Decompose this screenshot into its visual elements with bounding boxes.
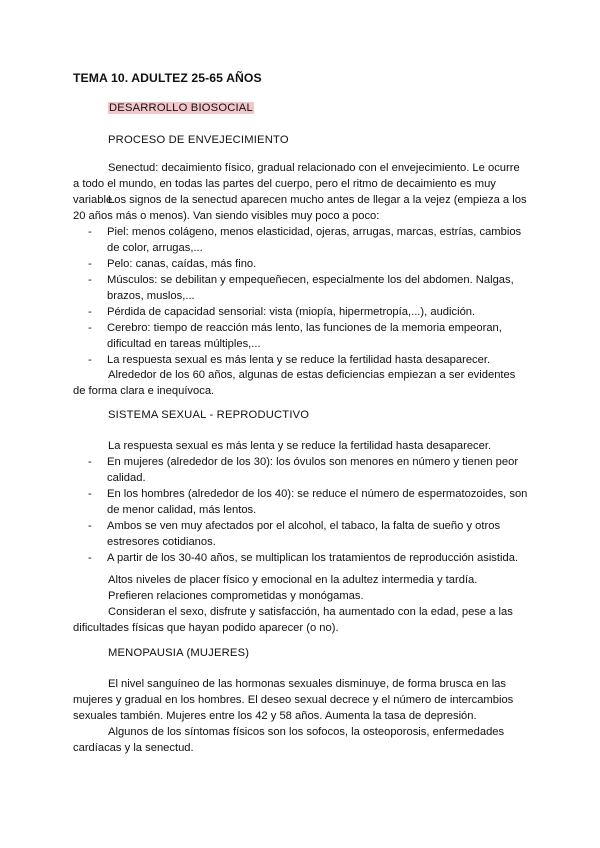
list-item: - La respuesta sexual es más lenta y se reduce la fertilidad hasta desaparecer. bbox=[88, 354, 491, 366]
paragraph-60-anos bbox=[73, 367, 529, 399]
paragraph-hormonas bbox=[73, 676, 529, 724]
paragraph-text: La respuesta sexual es más lenta y se reduce la fertilidad hasta desaparecer. bbox=[108, 440, 492, 452]
list-item-text: Ambos se ven muy afectados por el alcohol, el tabaco, la falta de sueño y otros estresores cotidianos. bbox=[107, 520, 501, 548]
paragraph-text: Senectud: decaimiento físico, gradual relacionado con el envejecimiento. Le ocurre a todo el mundo, en todas las partes del cuerpo, pero el ritmo de decaimiento es muy variable. bbox=[73, 162, 520, 206]
page-title: TEMA 10. ADULTEZ 25-65 AÑOS bbox=[73, 71, 262, 85]
paragraph-signos bbox=[73, 192, 529, 224]
section-heading-biosocial: DESARROLLO BIOSOCIAL bbox=[109, 102, 253, 114]
list-item-text: Cerebro: tiempo de reacción más lento, las funciones de la memoria empeoran, dificultad en tareas múltiples,... bbox=[107, 322, 502, 350]
list-item: - Pérdida de capacidad sensorial: vista (miopía, hipermetropía,...), audición. bbox=[88, 306, 476, 318]
line-relaciones: Prefieren relaciones comprometidas y monógamas. bbox=[108, 590, 364, 602]
list-item-text: En los hombres (alrededor de los 40): se reduce el número de espermatozoides, son de menor calidad, más lentos. bbox=[107, 488, 528, 516]
line-placer: Altos niveles de placer físico y emocional en la adultez intermedia y tardía. bbox=[108, 574, 478, 586]
paragraph-sintomas bbox=[73, 724, 529, 756]
list-item-text: Pérdida de capacidad sensorial: vista (miopía, hipermetropía,...), audición. bbox=[107, 306, 476, 318]
list-item-text: Músculos: se debilitan y empequeñecen, especialmente los del abdomen. Nalgas, brazos, muslos,... bbox=[107, 274, 514, 302]
paragraph-text: El nivel sanguíneo de las hormonas sexuales disminuye, de forma brusca en las mujeres y gradual en los hombres. El deseo sexual decrece y el número de intercambios sexuales también. Mujeres entre los 42 y 58 años. Aumenta la tasa de depresión. bbox=[73, 678, 514, 722]
list-item: - En los hombres (alrededor de los 40): se reduce el número de espermatozoides, son de menor calidad, más lentos. bbox=[88, 488, 528, 516]
list-item-text: Piel: menos colágeno, menos elasticidad, ojeras, arrugas, marcas, estrías, cambios de color, arrugas,... bbox=[107, 226, 522, 254]
list-item-text: A partir de los 30-40 años, se multiplican los tratamientos de reproducción asistida. bbox=[107, 552, 519, 564]
section-heading-envejecimiento: PROCESO DE ENVEJECIMIENTO bbox=[108, 134, 289, 146]
paragraph-text: Consideran el sexo, disfrute y satisfacción, ha aumentado con la edad, pese a las dificultades físicas que hayan podido aparecer (o no). bbox=[73, 606, 513, 634]
list-item: - Ambos se ven muy afectados por el alcohol, el tabaco, la falta de sueño y otros estresores cotidianos. bbox=[88, 520, 501, 548]
list-item-text: En mujeres (alrededor de los 30): los óvulos son menores en número y tienen peor calidad. bbox=[107, 456, 519, 484]
list-item: - Cerebro: tiempo de reacción más lento, las funciones de la memoria empeoran, dificultad en tareas múltiples,... bbox=[88, 322, 502, 350]
list-item: - A partir de los 30-40 años, se multiplican los tratamientos de reproducción asistida. bbox=[88, 552, 519, 564]
list-item: - Piel: menos colágeno, menos elasticidad, ojeras, arrugas, marcas, estrías, cambios de color, arrugas,... bbox=[88, 226, 522, 254]
paragraph-text: Algunos de los síntomas físicos son los sofocos, la osteoporosis, enfermedades cardíacas y la senectud. bbox=[73, 726, 505, 754]
list-item-text: Pelo: canas, caídas, más fino. bbox=[107, 258, 257, 270]
paragraph-respuesta-sexual bbox=[73, 438, 529, 454]
list-item: - Músculos: se debilitan y empequeñecen, especialmente los del abdomen. Nalgas, brazos, muslos,... bbox=[88, 274, 514, 302]
list-item-text: La respuesta sexual es más lenta y se reduce la fertilidad hasta desaparecer. bbox=[107, 354, 491, 366]
paragraph-consideran bbox=[73, 604, 529, 636]
list-item: - En mujeres (alrededor de los 30): los óvulos son menores en número y tienen peor calidad. bbox=[88, 456, 519, 484]
list-signos-senectud bbox=[73, 224, 533, 368]
section-heading-sexual: SISTEMA SEXUAL - REPRODUCTIVO bbox=[108, 409, 310, 421]
paragraph-text: Alrededor de los 60 años, algunas de estas deficiencias empiezan a ser evidentes de forma clara e inequívoca. bbox=[73, 369, 516, 397]
section-heading-menopausia: MENOPAUSIA (MUJERES) bbox=[108, 647, 250, 659]
list-item: - Pelo: canas, caídas, más fino. bbox=[88, 258, 257, 270]
list-sistema-sexual bbox=[73, 454, 533, 566]
paragraph-text: Los signos de la senectud aparecen mucho antes de llegar a la vejez (empieza a los 20 años más o menos). Van siendo visibles muy poco a poco: bbox=[73, 194, 527, 222]
